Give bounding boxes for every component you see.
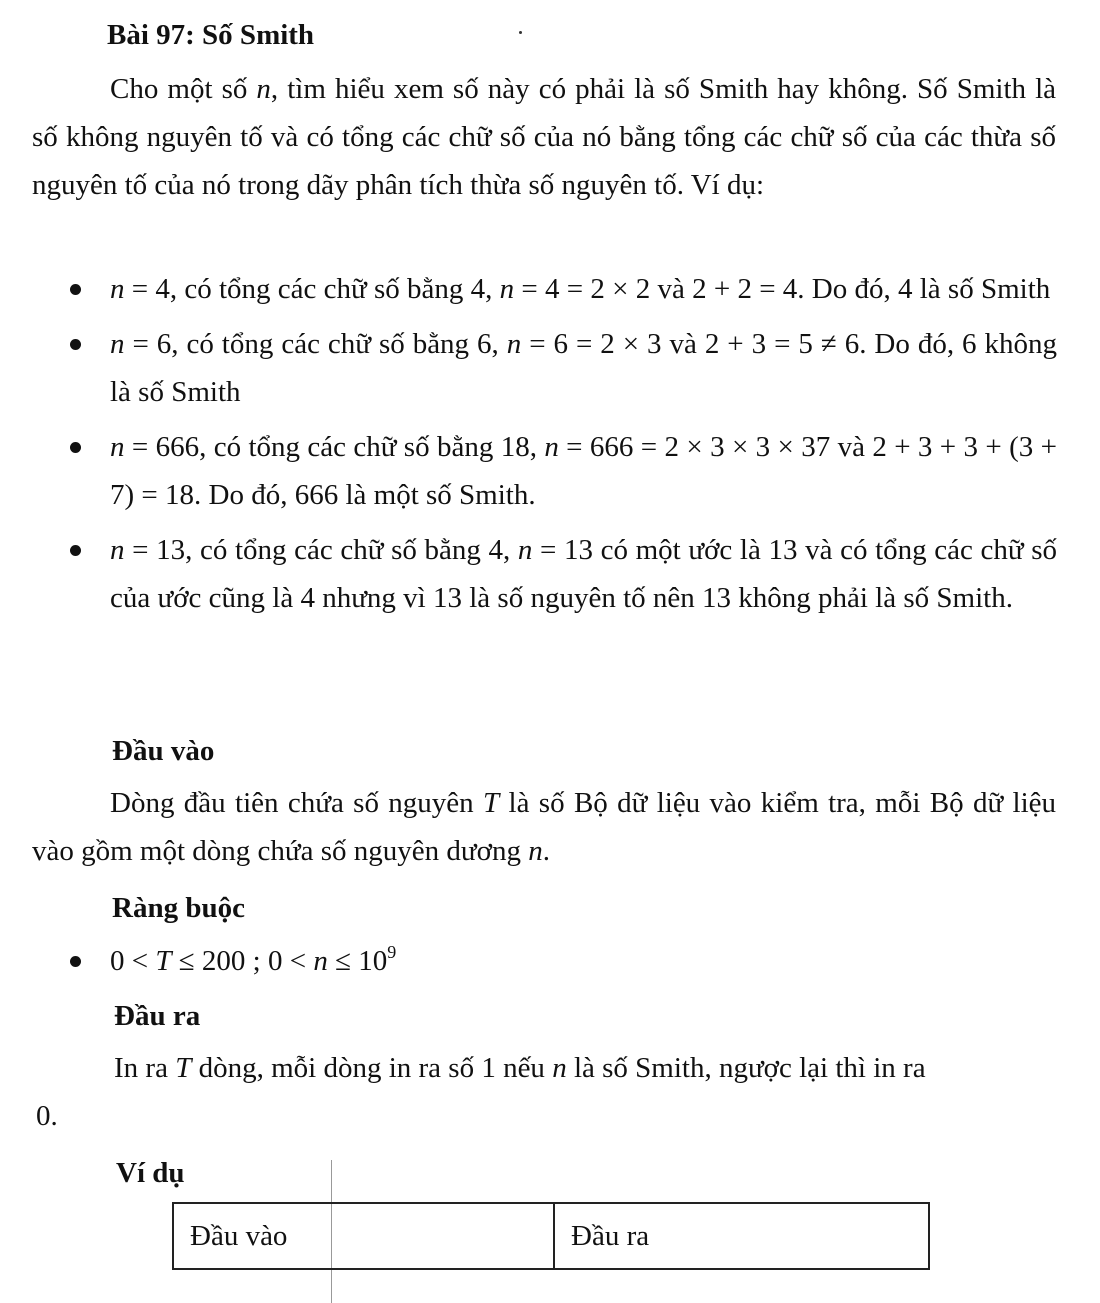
intro-paragraph: Cho một số n, tìm hiểu xem số này có phải là số Smith hay không. Số Smith là số không nguyên tố và có tổng các chữ số của nó bằng tổng các chữ số của các thừa số nguyên tố của nó trong dãy phân tích thừa số nguyên tố. Ví dụ: [32, 73, 1056, 201]
problem-title: Bài 97: Số Smith [107, 19, 315, 51]
output-heading: Đầu ra [114, 1000, 201, 1032]
table-row [173, 1203, 929, 1269]
list-item: n = 4, có tổng các chữ số bằng 4, n = 4 = 2 × 2 và 2 + 2 = 4. Do đó, 4 là số Smith [32, 265, 1057, 313]
scan-speck [519, 31, 522, 34]
output-column-header: Đầu ra [554, 1203, 929, 1269]
bullet-icon [70, 339, 81, 350]
bullet-icon [70, 442, 81, 453]
bullet-icon [70, 284, 81, 295]
io-table [172, 1202, 930, 1270]
list-item: n = 666, có tổng các chữ số bằng 18, n = 666 = 2 × 3 × 3 × 37 và 2 + 3 + 3 + (3 + 7) = 18. Do đó, 666 là một số Smith. [32, 423, 1057, 519]
bullet-icon [70, 545, 81, 556]
constraint-list [32, 937, 1057, 985]
input-heading: Đầu vào [112, 735, 215, 767]
input-column-header: Đầu vào [173, 1203, 554, 1269]
input-paragraph: Dòng đầu tiên chứa số nguyên T là số Bộ dữ liệu vào kiểm tra, mỗi Bộ dữ liệu vào gồm một dòng chứa số nguyên dương n. [32, 787, 1056, 867]
example-heading: Ví dụ [116, 1157, 185, 1189]
constraints-heading: Ràng buộc [112, 892, 245, 924]
list-item: n = 6, có tổng các chữ số bằng 6, n = 6 = 2 × 3 và 2 + 3 = 5 ≠ 6. Do đó, 6 không là số Smith [32, 320, 1057, 416]
example-list [32, 265, 1057, 622]
list-item: 0 < T ≤ 200 ; $0 < n \le 10^9$ [32, 937, 1057, 985]
output-text-end: 0. [36, 1100, 58, 1132]
output-text: In ra T dòng, mỗi dòng in ra số 1 nếu n là số Smith, ngược lại thì in ra [114, 1052, 926, 1084]
list-item: n = 13, có tổng các chữ số bằng 4, n = 13 có một ước là 13 và có tổng các chữ số của ước cũng là 4 nhưng vì 13 là số nguyên tố nên 13 không phải là số Smith. [32, 526, 1057, 622]
bullet-icon [70, 956, 81, 967]
